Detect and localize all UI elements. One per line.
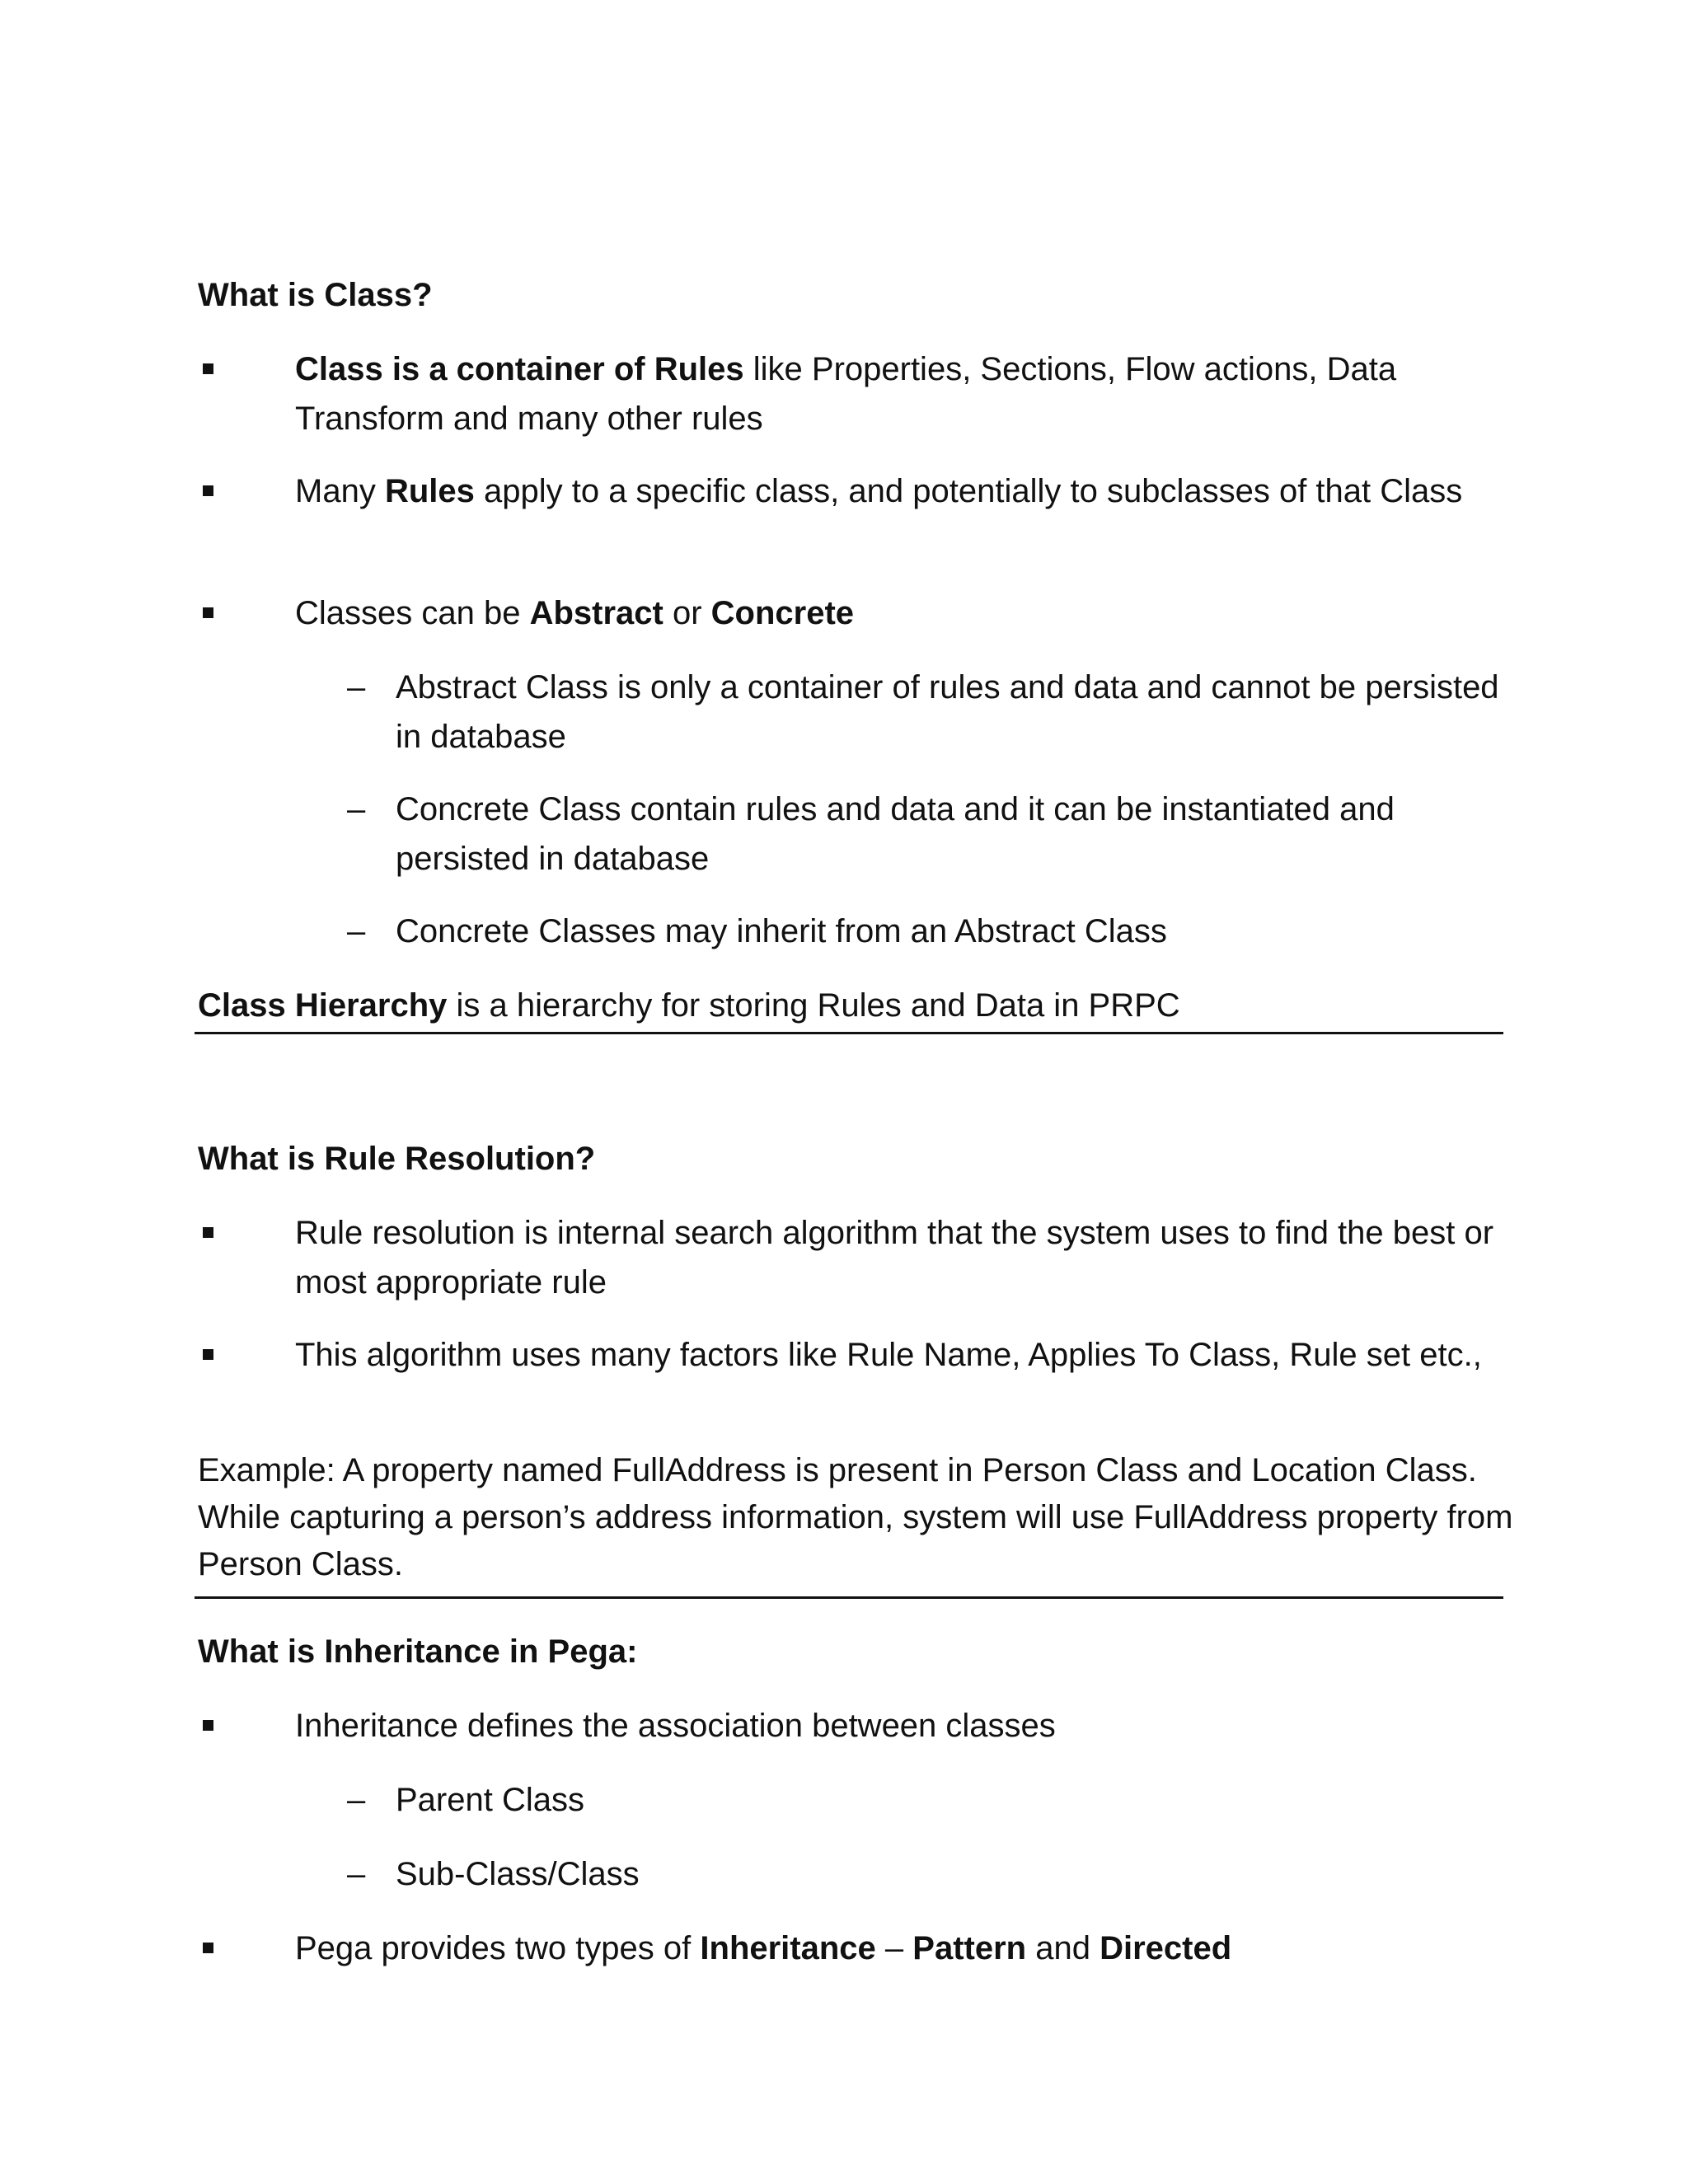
bullet-abstract-concrete <box>252 588 1505 638</box>
bold-text: Directed <box>1100 1930 1232 1966</box>
sub-bullet-abstract-class <box>347 663 1507 762</box>
square-bullet-icon <box>203 1227 213 1238</box>
bold-text: Class Hierarchy <box>198 987 448 1024</box>
square-bullet-icon <box>203 485 213 496</box>
square-bullet-icon <box>203 607 213 618</box>
bullet-inheritance-types <box>252 1924 1505 1973</box>
dash-bullet-icon: – <box>347 791 366 827</box>
dash-bullet-icon: – <box>347 1782 366 1818</box>
sub-bullet-text: Concrete Classes may inherit from an Abstract Class <box>396 913 1167 949</box>
sub-bullet-concrete-inherit <box>347 907 1507 956</box>
bold-text: Class is a container of Rules <box>295 351 744 387</box>
bullet-text: Classes can be <box>295 595 530 631</box>
bullet-text: Rule resolution is internal search algorithm that the system uses to find the best or most appropriate rule <box>295 1215 1494 1301</box>
class-hierarchy-line <box>198 981 1500 1030</box>
dash-bullet-icon: – <box>347 1856 366 1892</box>
bullet-text: and <box>1026 1930 1100 1966</box>
heading-what-is-class: What is Class? <box>198 277 433 313</box>
sub-bullet-text: Parent Class <box>396 1782 584 1818</box>
bullet-many-rules <box>252 466 1505 516</box>
bold-text: Inheritance <box>700 1930 876 1966</box>
bullet-text: This algorithm uses many factors like Rule Name, Applies To Class, Rule set etc., <box>295 1337 1482 1373</box>
sub-bullet-text: Concrete Class contain rules and data and it can be instantiated and persisted in database <box>396 791 1395 877</box>
example-paragraph: Example: A property named FullAddress is present in Person Class and Location Class. While capturing a person’s address information, system will use FullAddress property from Person Class. <box>198 1452 1513 1582</box>
divider <box>195 1032 1503 1034</box>
bold-text: Pattern <box>912 1930 1027 1966</box>
bullet-algorithm-factors <box>252 1330 1505 1380</box>
sub-bullet-concrete-class <box>347 785 1507 883</box>
bullet-text: or <box>663 595 711 631</box>
bullet-inheritance-defines <box>252 1701 1505 1750</box>
bullet-class-container <box>252 344 1505 443</box>
sub-bullet-parent-class <box>347 1775 1507 1825</box>
bullet-text: apply to a specific class, and potentially to subclasses of that Class <box>474 473 1463 509</box>
square-bullet-icon <box>203 1349 213 1360</box>
square-bullet-icon <box>203 1943 213 1953</box>
heading-rule-resolution: What is Rule Resolution? <box>198 1141 596 1177</box>
bullet-rule-resolution <box>252 1208 1505 1307</box>
square-bullet-icon <box>203 363 213 374</box>
square-bullet-icon <box>203 1720 213 1731</box>
bold-text: Abstract <box>529 595 663 631</box>
body-text: is a hierarchy for storing Rules and Data in PRPC <box>447 987 1180 1024</box>
sub-bullet-sub-class <box>347 1849 1507 1899</box>
sub-bullet-text: Abstract Class is only a container of rules and data and cannot be persisted in database <box>396 669 1499 755</box>
sub-bullet-text: Sub-Class/Class <box>396 1856 640 1892</box>
bullet-text: Inheritance defines the association between classes <box>295 1708 1056 1744</box>
bullet-text: Many <box>295 473 385 509</box>
bullet-text: Pega provides two types of <box>295 1930 701 1966</box>
bold-text: Rules <box>384 473 475 509</box>
dash-bullet-icon: – <box>347 669 366 705</box>
heading-inheritance: What is Inheritance in Pega: <box>198 1633 638 1670</box>
divider <box>195 1596 1503 1599</box>
dash-bullet-icon: – <box>347 913 366 949</box>
bullet-text: like Properties, Sections, Flow actions, Data Transform and many other rules <box>295 351 1397 437</box>
bullet-text: – <box>875 1930 913 1966</box>
bold-text: Concrete <box>710 595 855 631</box>
